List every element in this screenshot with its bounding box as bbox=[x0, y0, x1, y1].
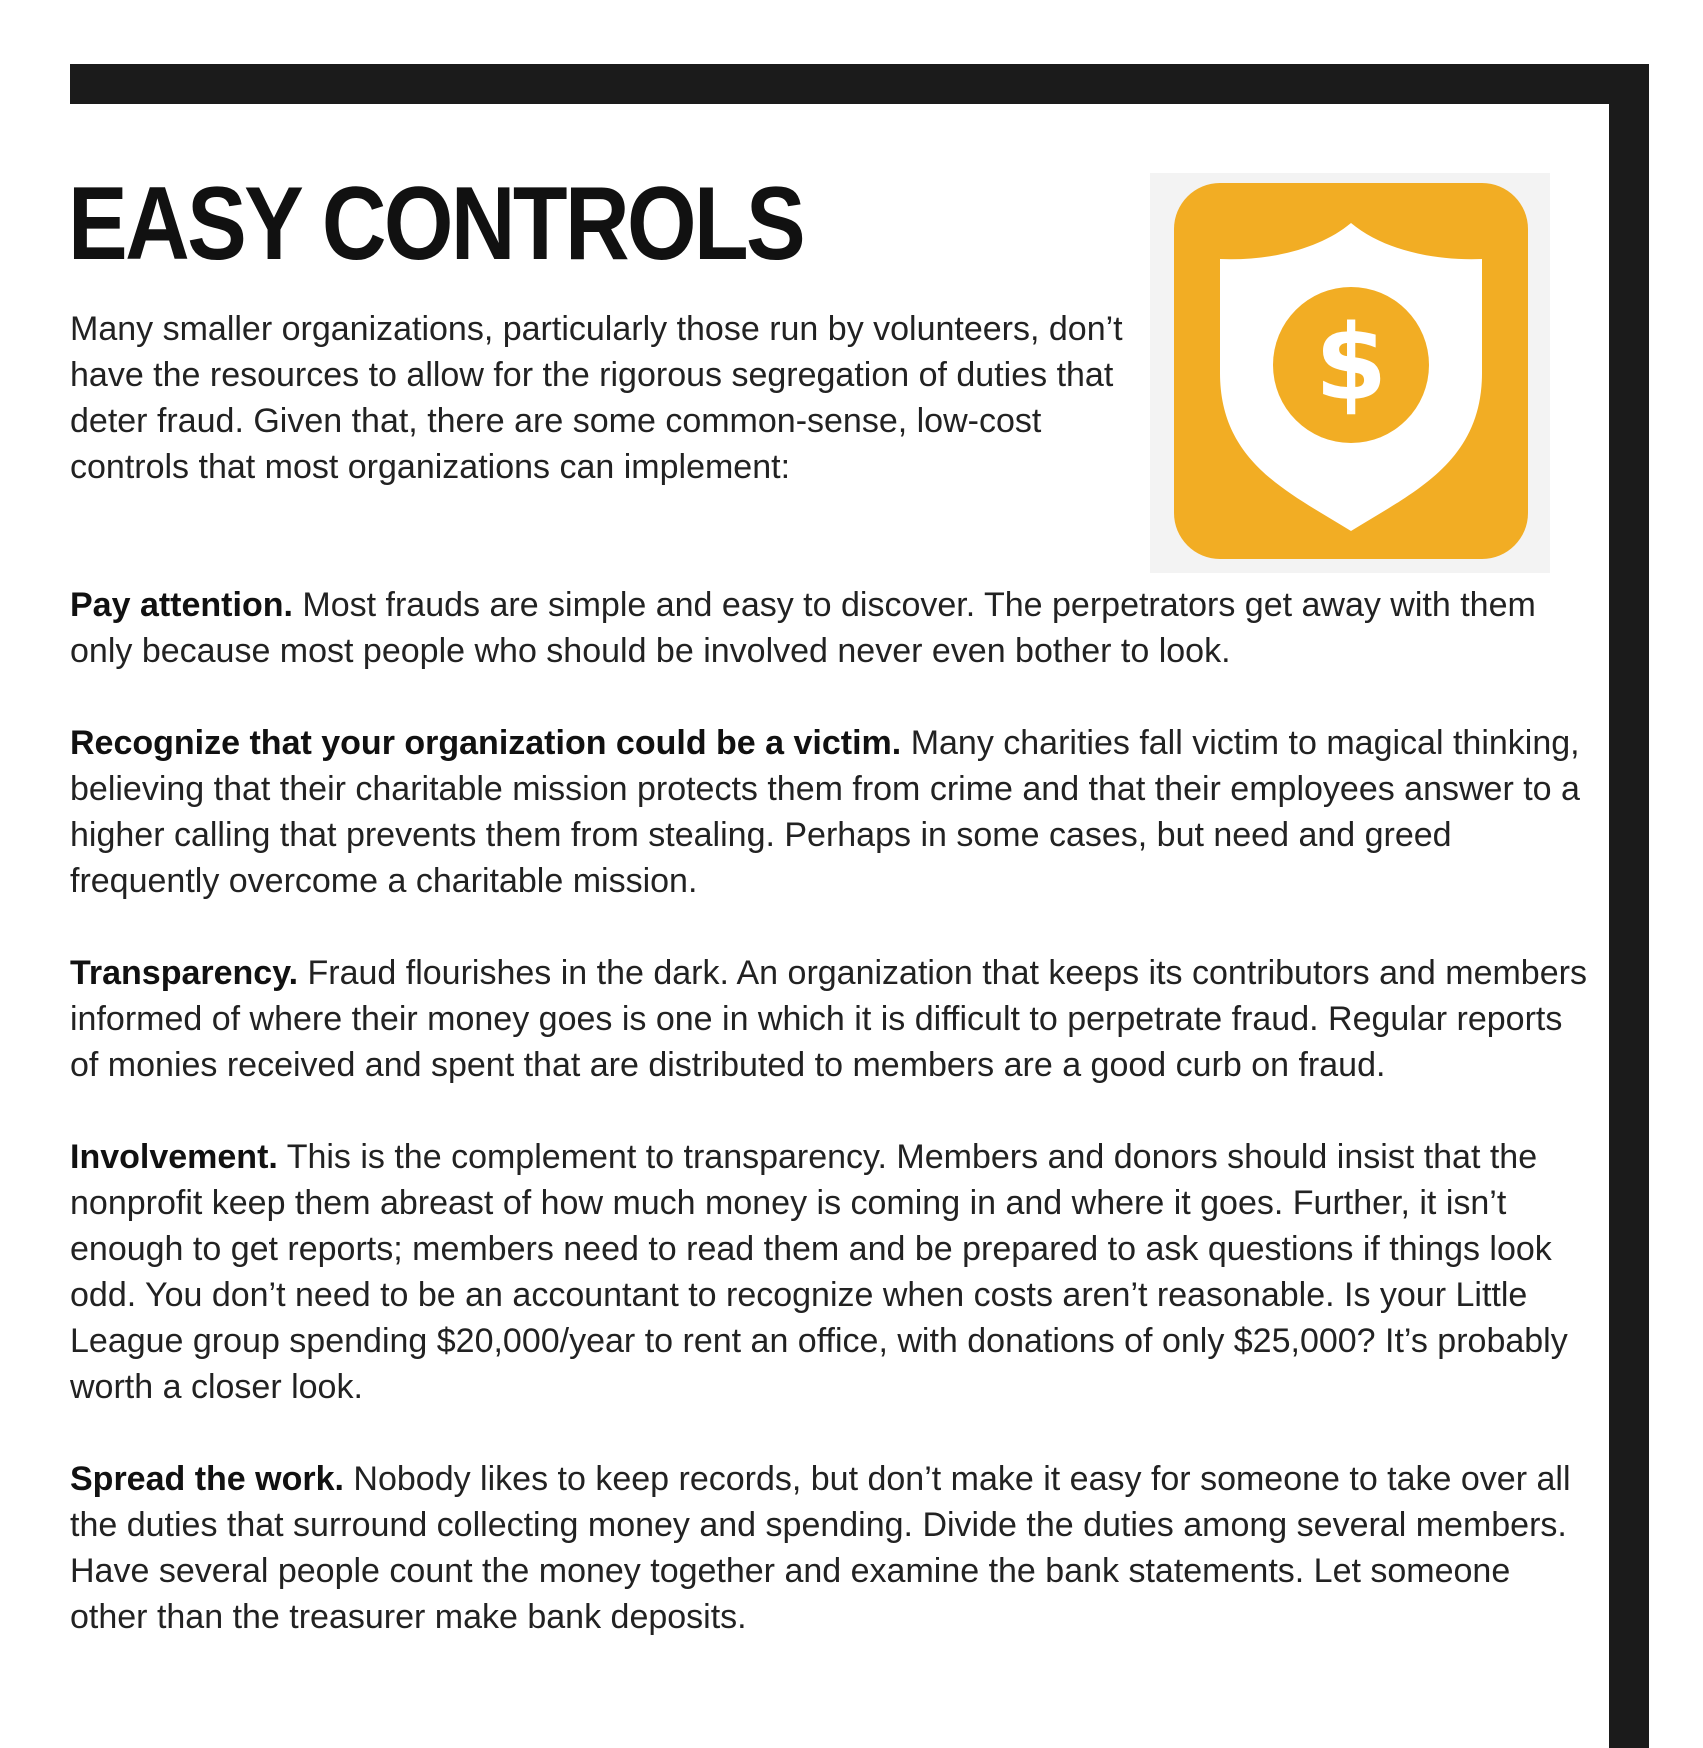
section-body: Nobody likes to keep records, but don’t make it easy for someone to take over all the duties that surround collecting money and spending. Divide the duties among several members. Have several people count the money together and examine the bank statements. Let someone other than the treasurer make bank deposits. bbox=[70, 1460, 1571, 1636]
frame-top-bar bbox=[70, 64, 1649, 104]
section-pay-attention bbox=[70, 582, 1590, 674]
dollar-glyph: $ bbox=[1314, 302, 1388, 424]
section-spread-the-work bbox=[70, 1456, 1590, 1640]
section-body: Most frauds are simple and easy to discover. The perpetrators get away with them only because most people who should be involved never even bother to look. bbox=[70, 586, 1536, 670]
section-lead: Involvement. bbox=[70, 1138, 278, 1176]
intro-paragraph: Many smaller organizations, particularly those run by volunteers, don’t have the resources to allow for the rigorous segregation of duties that deter fraud. Given that, there are some common-sense, low-cost controls that most organizations can implement: bbox=[70, 310, 1123, 486]
section-body: Fraud flourishes in the dark. An organization that keeps its contributors and members informed of where their money goes is one in which it is difficult to perpetrate fraud. Regular reports of monies received and spent that are distributed to members are a good curb on fraud. bbox=[70, 954, 1587, 1084]
section-body: Many charities fall victim to magical thinking, believing that their charitable mission protects them from crime and that their employees answer to a higher calling that prevents them from stealing. Perhaps in some cases, but need and greed frequently overcome a charitable mission. bbox=[70, 724, 1580, 900]
section-lead: Pay attention. bbox=[70, 586, 293, 624]
controls-list bbox=[70, 582, 1590, 1686]
frame-right-bar bbox=[1609, 64, 1649, 1748]
section-lead: Spread the work. bbox=[70, 1460, 344, 1498]
section-lead: Recognize that your organization could be a victim. bbox=[70, 724, 902, 762]
shield-dollar-icon bbox=[1150, 173, 1550, 573]
section-recognize-victim bbox=[70, 720, 1590, 904]
section-involvement bbox=[70, 1134, 1590, 1410]
section-body: This is the complement to transparency. Members and donors should insist that the nonprofit keep them abreast of how much money is coming in and where it goes. Further, it isn’t enough to get reports; members need to read them and be prepared to ask questions if things look odd. You don’t need to be an accountant to recognize when costs aren’t reasonable. Is your Little League group spending $20,000/year to rent an office, with donations of only $25,000? It’s probably worth a closer look. bbox=[70, 1138, 1568, 1406]
section-transparency bbox=[70, 950, 1590, 1088]
page-title: EASY CONTROLS bbox=[68, 166, 804, 282]
section-lead: Transparency. bbox=[70, 954, 299, 992]
